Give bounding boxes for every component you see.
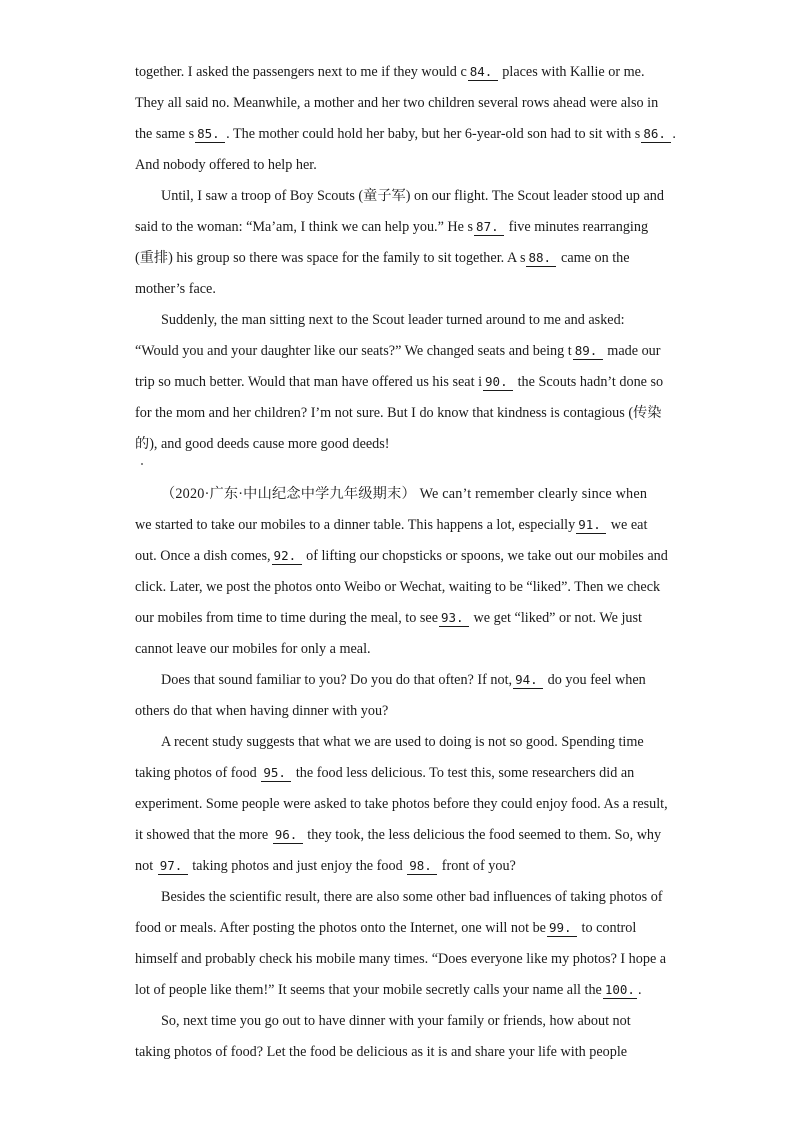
answer-blank[interactable]: 99. <box>547 919 577 937</box>
text-line <box>161 732 701 752</box>
text-line <box>135 639 675 659</box>
text-line <box>135 217 675 237</box>
text-line <box>135 155 675 175</box>
text-segment: himself and probably check his mobile many times. “Does everyone like my photos? I hope a <box>135 951 667 967</box>
text-line <box>135 949 675 969</box>
answer-blank[interactable]: 96. <box>273 826 303 844</box>
text-segment: experiment. Some people were asked to take photos before they could enjoy food. As a result, <box>135 796 668 812</box>
text-line <box>135 856 675 876</box>
text-segment: And nobody offered to help her. <box>135 157 317 173</box>
text-segment: the Scouts hadn’t done so <box>514 374 664 390</box>
text-segment: five minutes rearranging <box>505 219 649 235</box>
text-segment: Suddenly, the man sitting next to the Scout leader turned around to me and asked: <box>161 312 625 328</box>
text-segment: for the mom and her children? I’m not sure. But I do know that kindness is contagious (传染 <box>135 405 662 421</box>
text-segment: out. Once a dish comes, <box>135 548 271 564</box>
answer-blank[interactable]: 85. <box>195 125 225 143</box>
text-segment: food or meals. After posting the photos onto the Internet, one will not be <box>135 920 546 936</box>
text-line <box>135 546 675 566</box>
text-line <box>135 577 675 597</box>
text-segment: So, next time you go out to have dinner with your family or friends, how about not <box>161 1013 631 1029</box>
section-marker <box>141 463 143 465</box>
answer-blank[interactable]: 90. <box>483 373 513 391</box>
text-segment: we eat <box>607 517 648 533</box>
text-line <box>135 794 675 814</box>
text-line <box>135 701 675 721</box>
text-segment: made our <box>603 343 661 359</box>
text-segment: click. Later, we post the photos onto Weibo or Wechat, waiting to be “liked”. Then we check <box>135 579 661 595</box>
text-segment: taking photos of food? Let the food be delicious as it is and share your life with people <box>135 1044 628 1060</box>
text-segment: mother’s face. <box>135 281 216 297</box>
answer-blank[interactable]: 88. <box>526 249 556 267</box>
text-segment: trip so much better. Would that man have offered us his seat i <box>135 374 483 390</box>
source-heading: （2020·广东·中山纪念中学九年级期末） We can’t remember clearly since when <box>161 486 648 502</box>
text-line <box>135 608 675 628</box>
text-line <box>135 763 675 783</box>
text-line <box>135 515 675 535</box>
text-segment: the same s <box>135 126 195 142</box>
text-segment: we started to take our mobiles to a dinner table. This happens a lot, especially <box>135 517 576 533</box>
text-segment: . <box>637 982 642 998</box>
text-segment: not <box>135 858 157 874</box>
answer-blank[interactable]: 95. <box>261 764 291 782</box>
text-segment: taking photos and just enjoy the food <box>188 858 407 874</box>
text-segment: . The mother could hold her baby, but her 6-year-old son had to sit with s <box>226 126 641 142</box>
text-segment: Until, I saw a troop of Boy Scouts (童子军) on our flight. The Scout leader stood up and <box>161 188 664 204</box>
answer-blank[interactable]: 87. <box>474 218 504 236</box>
answer-blank[interactable]: 94. <box>513 671 543 689</box>
text-line <box>161 310 701 330</box>
text-line <box>135 93 675 113</box>
text-segment: we get “liked” or not. We just <box>470 610 642 626</box>
text-line <box>135 980 675 1000</box>
text-segment: taking photos of food <box>135 765 261 781</box>
text-line <box>135 279 675 299</box>
text-line <box>161 887 701 907</box>
text-segment: said to the woman: “Ma’am, I think we can help you.” He s <box>135 219 474 235</box>
text-segment: 的), and good deeds cause more good deeds! <box>135 436 390 452</box>
text-segment: cannot leave our mobiles for only a meal. <box>135 641 371 657</box>
answer-blank[interactable]: 97. <box>158 857 188 875</box>
text-line <box>135 341 675 361</box>
answer-blank[interactable]: 89. <box>573 342 603 360</box>
text-line <box>135 434 675 454</box>
answer-blank[interactable]: 93. <box>439 609 469 627</box>
answer-blank[interactable]: 86. <box>641 125 671 143</box>
text-line <box>135 372 675 392</box>
text-segment: to control <box>577 920 637 936</box>
answer-blank[interactable]: 84. <box>468 63 498 81</box>
text-line <box>135 1042 675 1062</box>
text-segment: came on the <box>557 250 630 266</box>
text-segment: Does that sound familiar to you? Do you do that often? If not, <box>161 672 513 688</box>
text-line <box>135 124 675 144</box>
text-line <box>161 186 701 206</box>
text-segment: they took, the less delicious the food seemed to them. So, why <box>303 827 662 843</box>
text-line <box>161 484 701 504</box>
text-segment: . <box>672 126 676 142</box>
text-line <box>161 1011 701 1031</box>
text-segment: front of you? <box>438 858 516 874</box>
text-segment: Besides the scientific result, there are also some other bad influences of taking photos of <box>161 889 663 905</box>
text-segment: places with Kallie or me. <box>498 64 645 80</box>
text-line <box>135 248 675 268</box>
text-line <box>135 825 675 845</box>
text-line <box>161 670 701 690</box>
answer-blank[interactable]: 91. <box>576 516 606 534</box>
text-segment: do you feel when <box>544 672 646 688</box>
answer-blank[interactable]: 92. <box>272 547 302 565</box>
text-segment: A recent study suggests that what we are used to doing is not so good. Spending time <box>161 734 644 750</box>
text-segment: “Would you and your daughter like our seats?” We changed seats and being t <box>135 343 572 359</box>
answer-blank[interactable]: 98. <box>407 857 437 875</box>
text-segment: others do that when having dinner with you? <box>135 703 389 719</box>
text-segment: of lifting our chopsticks or spoons, we take out our mobiles and <box>302 548 668 564</box>
text-segment: together. I asked the passengers next to me if they would c <box>135 64 467 80</box>
text-line <box>135 918 675 938</box>
text-segment: lot of people like them!” It seems that your mobile secretly calls your name all the <box>135 982 602 998</box>
text-line <box>135 403 675 423</box>
text-segment: the food less delicious. To test this, some researchers did an <box>292 765 635 781</box>
text-segment: (重排) his group so there was space for the family to sit together. A s <box>135 250 526 266</box>
text-segment: it showed that the more <box>135 827 272 843</box>
text-segment: They all said no. Meanwhile, a mother and her two children several rows ahead were also in <box>135 95 659 111</box>
text-segment: our mobiles from time to time during the meal, to see <box>135 610 438 626</box>
text-line <box>135 62 675 82</box>
answer-blank[interactable]: 100. <box>604 982 635 997</box>
